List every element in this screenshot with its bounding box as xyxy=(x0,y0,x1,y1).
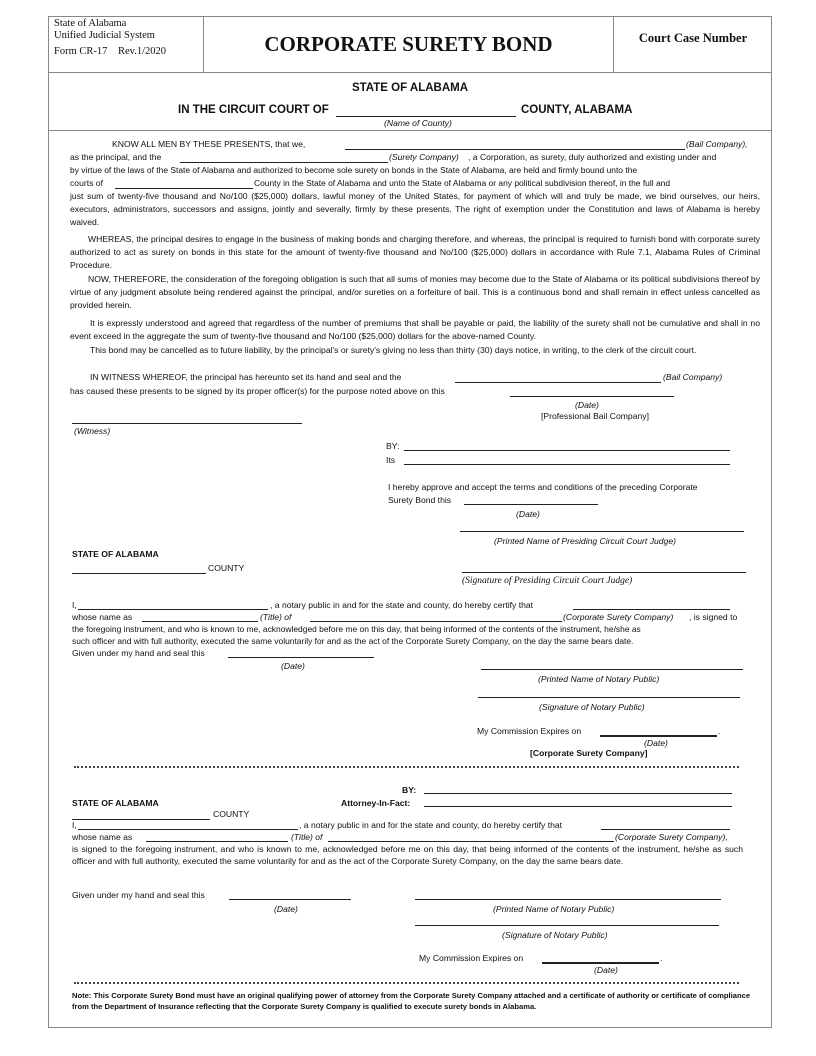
courts-county-field[interactable] xyxy=(115,188,253,189)
attorney-in-fact-field[interactable] xyxy=(424,806,732,807)
form-revision: Rev.1/2020 xyxy=(118,46,167,57)
notary2-commission: My Commission Expires on xyxy=(419,953,524,963)
notary2-date-caption: (Date) xyxy=(274,904,298,914)
notary2-county-field[interactable] xyxy=(72,819,210,820)
notary1-state: STATE OF ALABAMA xyxy=(72,549,159,559)
notary1-title-field[interactable] xyxy=(142,621,258,622)
notary1-line3: the foregoing instrument, and who is known to me, acknowledged before me on this day, that being informed of the contents of the instrument, he/she as xyxy=(72,624,641,634)
judge-printed-caption: (Printed Name of Presiding Circuit Court Judge) xyxy=(494,536,676,546)
notary2-signature-caption: (Signature of Notary Public) xyxy=(502,930,608,940)
notary1-certify: , a notary public in and for the state and county, do hereby certify that xyxy=(270,600,534,610)
notary2-company-field[interactable] xyxy=(328,841,614,842)
p1-corporation: , a Corporation, as surety, duly authorized and existing under and xyxy=(468,152,717,162)
notary1-whose-name: whose name as xyxy=(72,612,133,622)
notary1-signed-to: , is signed to xyxy=(689,612,738,622)
bail-company-caption: (Bail Company), xyxy=(686,139,748,149)
notary2-body: is signed to the foregoing instrument, and who is known to me, acknowledged before me on this day, that being informed of the contents of the instrument, he/she as such officer and with full authority, executed the same voluntarily for and as the act of the Corporate Surety Company, on the day the same bears date. xyxy=(72,844,743,867)
notary2-whose-name: whose name as xyxy=(72,832,133,842)
notary2-given: Given under my hand and seal this xyxy=(72,890,205,900)
professional-bail-label: [Professional Bail Company] xyxy=(541,411,649,421)
circuit-prefix: IN THE CIRCUIT COURT OF xyxy=(178,104,329,116)
court-divider xyxy=(48,130,772,131)
witness-caption: (Witness) xyxy=(74,426,111,436)
notary2-title-caption: (Title) of xyxy=(291,832,323,842)
notary1-date-caption: (Date) xyxy=(281,661,305,671)
corp-surety-label: [Corporate Surety Company] xyxy=(530,748,648,758)
notary2-signer-field[interactable] xyxy=(601,829,730,830)
case-number-label: Court Case Number xyxy=(638,31,748,45)
notary1-title-caption: (Title) of xyxy=(260,612,292,622)
judge-signature-field[interactable] xyxy=(462,572,746,573)
by-label: BY: xyxy=(386,441,400,451)
notary2-company-caption: (Corporate Surety Company), xyxy=(615,832,728,842)
notary2-state: STATE OF ALABAMA xyxy=(72,798,159,808)
approve-date-field[interactable] xyxy=(464,504,598,505)
notary1-company-caption: (Corporate Surety Company) xyxy=(563,612,674,622)
notary1-county-label: COUNTY xyxy=(208,563,245,573)
footer-separator xyxy=(74,982,739,984)
court-state: STATE OF ALABAMA xyxy=(351,82,469,94)
header-divider xyxy=(48,72,772,73)
notary1-printed-caption: (Printed Name of Notary Public) xyxy=(538,674,660,684)
notary1-company-field[interactable] xyxy=(310,621,562,622)
agency-line-2: Unified Judicial System xyxy=(54,30,155,41)
p1-county-state: County in the State of Alabama and unto the State of Alabama or any political subdivision thereof, in the full and xyxy=(254,178,671,188)
by-signature-field[interactable] xyxy=(404,450,730,451)
surety-company-field[interactable] xyxy=(180,162,388,163)
p1-intro: KNOW ALL MEN BY THESE PRESENTS, that we, xyxy=(112,139,306,149)
p5-cancellation: This bond may be cancelled as to future liability, by the principal's or surety's giving no less than thirty (30) days notice, in writing, to the clerk of the circuit court. xyxy=(90,345,697,355)
judge-printed-field[interactable] xyxy=(460,531,744,532)
p1-laws: by virtue of the laws of the State of Alabama and authorized to become sole surety on bonds in the State of Alabama, are held and firmly bound unto the xyxy=(70,165,638,175)
notary1-line4: such officer and with full authority, executed the same voluntarily for and as the act of the Corporate Surety Company, on the day the same bears date. xyxy=(72,636,634,646)
notary1-commission-date-caption: (Date) xyxy=(644,738,668,748)
notary2-printed-caption: (Printed Name of Notary Public) xyxy=(493,904,615,914)
witness-date-caption: (Date) xyxy=(575,400,599,410)
notary2-title-field[interactable] xyxy=(146,841,288,842)
section-separator xyxy=(74,766,739,768)
attorney-in-fact-label: Attorney-In-Fact: xyxy=(341,798,411,808)
agency-line-1: State of Alabama xyxy=(54,18,127,29)
p6-signed: has caused these presents to be signed by its proper officer(s) for the purpose noted above on this xyxy=(70,386,445,396)
p6-witness: IN WITNESS WHEREOF, the principal has hereunto set its hand and seal and the xyxy=(90,372,402,382)
circuit-suffix: COUNTY, ALABAMA xyxy=(521,104,633,116)
notary1-i: I, xyxy=(72,600,77,610)
notary1-signer-field[interactable] xyxy=(573,609,730,610)
approve-line-2: Surety Bond this xyxy=(388,495,452,505)
witness-date-field[interactable] xyxy=(510,396,674,397)
notary2-by-field[interactable] xyxy=(424,793,732,794)
witness-bail-field[interactable] xyxy=(455,382,661,383)
agency-block xyxy=(48,16,204,72)
p1-courts: courts of xyxy=(70,178,103,188)
notary1-commission: My Commission Expires on xyxy=(477,726,582,736)
notary1-name-field[interactable] xyxy=(78,609,268,610)
notary1-printed-field[interactable] xyxy=(481,669,743,670)
notary1-county-field[interactable] xyxy=(72,573,206,574)
p6-bail-caption: (Bail Company) xyxy=(663,372,723,382)
form-title: CORPORATE SURETY BOND xyxy=(204,16,614,72)
notary2-i: I, xyxy=(72,820,77,830)
p4-liability: It is expressly understood and agreed that regardless of the number of premiums that shall be payable or paid, the liability of the surety shall not be cumulative and shall in no event exceed in the aggregate the sum of twenty-five thousand and No/100 ($25,000) dollars for the above-named County. xyxy=(70,318,760,342)
approve-date-caption: (Date) xyxy=(516,509,540,519)
witness-signature-field[interactable] xyxy=(72,423,302,424)
judge-signature-caption: (Signature of Presiding Circuit Court Judge) xyxy=(462,576,633,586)
p1-sum: just sum of twenty-five thousand and No/100 ($25,000) dollars, lawful money of the United States, for payment of which will and truly be made, we bind ourselves, our heirs, executors, administrators, successors and assigns, jointly and severally, firmly by these presents. The right of exemption under the Constitution and laws of Alabama is hereby waived. xyxy=(70,191,760,228)
its-title-field[interactable] xyxy=(404,464,730,465)
notary2-by-label: BY: xyxy=(402,785,417,795)
notary2-given-date-field[interactable] xyxy=(229,899,351,900)
notary1-given: Given under my hand and seal this xyxy=(72,648,205,658)
notary2-commission-date-caption: (Date) xyxy=(594,965,618,975)
notary2-name-field[interactable] xyxy=(78,829,298,830)
notary1-signature-field[interactable] xyxy=(478,697,740,698)
surety-company-caption: (Surety Company) xyxy=(389,152,459,162)
its-label: Its xyxy=(386,455,396,465)
notary1-signature-caption: (Signature of Notary Public) xyxy=(539,702,645,712)
footer-note: Note: This Corporate Surety Bond must have an original qualifying power of attorney from the Corporate Surety Company attached and a certificate of authority or certificate of compliance from the Department of Insurance reflecting that the Corporate Surety Company is qualified to execute surety bonds in Alabama. xyxy=(72,991,751,1011)
approve-line-1: I hereby approve and accept the terms and conditions of the preceding Corporate xyxy=(388,482,698,492)
notary1-given-date-field[interactable] xyxy=(228,657,374,658)
notary2-certify: , a notary public in and for the state and county, do hereby certify that xyxy=(299,820,563,830)
form-number: Form CR-17 xyxy=(54,46,108,57)
county-caption: (Name of County) xyxy=(384,118,452,128)
notary2-county-label: COUNTY xyxy=(213,809,250,819)
bail-company-field[interactable] xyxy=(345,149,685,150)
p1-principal: as the principal, and the xyxy=(70,152,162,162)
p2-whereas: WHEREAS, the principal desires to engage in the business of making bonds and charging therefore, and whereas, the principal is required to furnish bond with corporate surety authorized to act as surety on bonds in this state for the amount of twenty-five thousand and No/100 ($25,000) dollars in accordance with Rule 7.1, Alabama Rules of Criminal Procedure. xyxy=(70,234,760,271)
notary2-signature-field[interactable] xyxy=(415,925,719,926)
notary2-printed-field[interactable] xyxy=(415,899,721,900)
p3-now-therefore: NOW, THEREFORE, the consideration of the foregoing obligation is such that all sums of monies may become due to the State of Alabama or its political subdivisions thereof by virtue of any judgment absolute being rendered against the principal, and/or sureties on a forfeiture of bail. This is a continuous bond and shall remain in effect unless cancelled as provided herein. xyxy=(70,274,760,311)
